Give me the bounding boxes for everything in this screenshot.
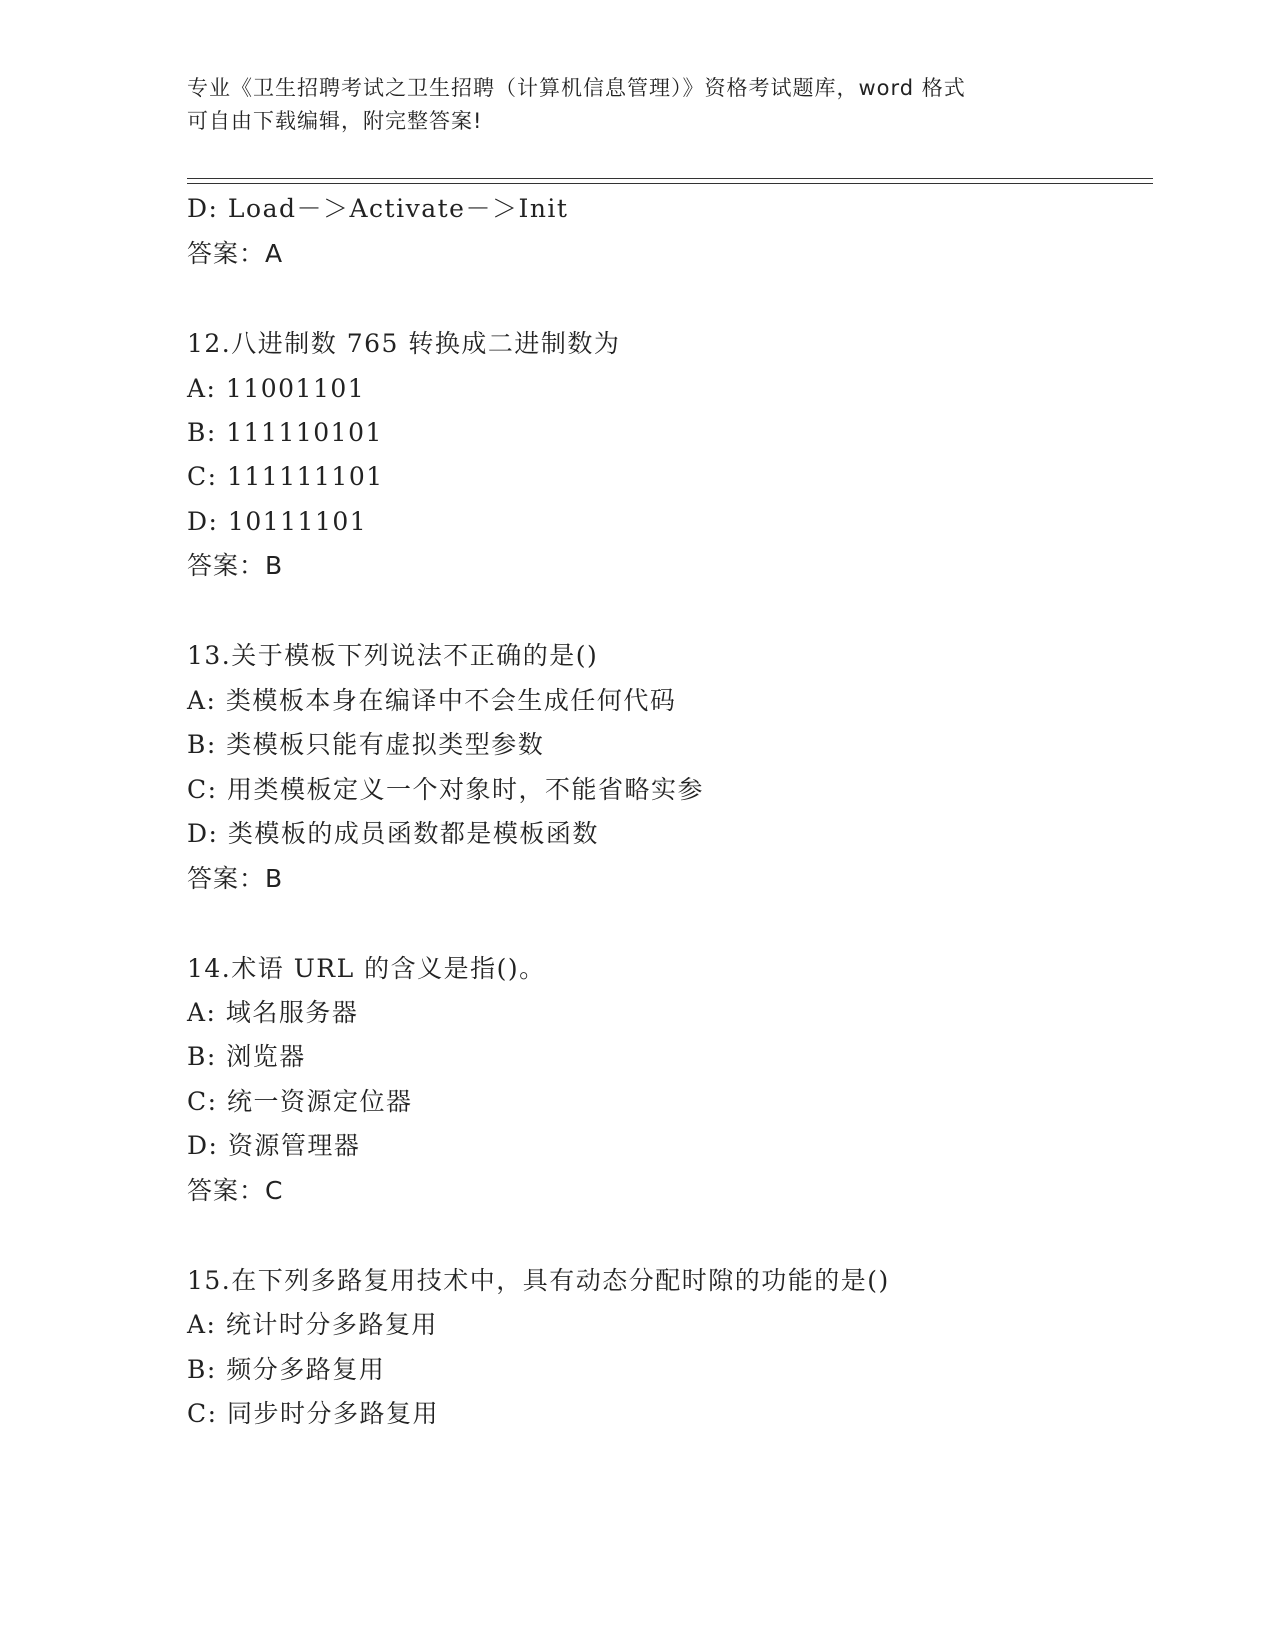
- question-12-answer: 答案：B: [187, 551, 284, 580]
- question-13-option-a: A: 类模板本身在编译中不会生成任何代码: [187, 686, 677, 715]
- question-14-answer: 答案：C: [187, 1176, 284, 1205]
- question-13-option-b: B: 类模板只能有虚拟类型参数: [187, 730, 545, 759]
- question-14: 14.术语 URL 的含义是指()。: [187, 954, 546, 983]
- question-12-option-c: C: 111111101: [187, 462, 384, 491]
- question-15-option-c: C: 同步时分多路复用: [187, 1399, 439, 1428]
- answer-fragment: 答案：A: [187, 239, 284, 268]
- question-14-option-d: D: 资源管理器: [187, 1131, 361, 1160]
- question-12-option-b: B: 111110101: [187, 418, 383, 447]
- question-14-option-c: C: 统一资源定位器: [187, 1087, 413, 1116]
- document-header: [187, 72, 1087, 138]
- question-12-option-a: A: 11001101: [187, 374, 366, 403]
- option-d-fragment: D: Load－＞Activate－＞Init: [187, 194, 569, 223]
- question-14-option-b: B: 浏览器: [187, 1042, 306, 1071]
- question-14-option-a: A: 域名服务器: [187, 998, 359, 1027]
- question-15-option-a: A: 统计时分多路复用: [187, 1310, 438, 1339]
- question-13-option-d: D: 类模板的成员函数都是模板函数: [187, 819, 599, 848]
- question-13: 13.关于模板下列说法不正确的是(): [187, 641, 599, 670]
- header-rule-bottom: [187, 183, 1153, 184]
- question-12: 12.八进制数 765 转换成二进制数为: [187, 329, 621, 358]
- question-12-option-d: D: 10111101: [187, 507, 368, 536]
- question-13-option-c: C: 用类模板定义一个对象时，不能省略实参: [187, 775, 704, 804]
- header-line-1: 专业《卫生招聘考试之卫生招聘（计算机信息管理）》资格考试题库，word 格式: [187, 76, 966, 100]
- question-15: 15.在下列多路复用技术中，具有动态分配时隙的功能的是(): [187, 1266, 890, 1295]
- question-13-answer: 答案：B: [187, 864, 284, 893]
- header-rule-top: [187, 178, 1153, 179]
- question-15-option-b: B: 频分多路复用: [187, 1355, 386, 1384]
- header-line-2: 可自由下载编辑，附完整答案!: [187, 109, 483, 133]
